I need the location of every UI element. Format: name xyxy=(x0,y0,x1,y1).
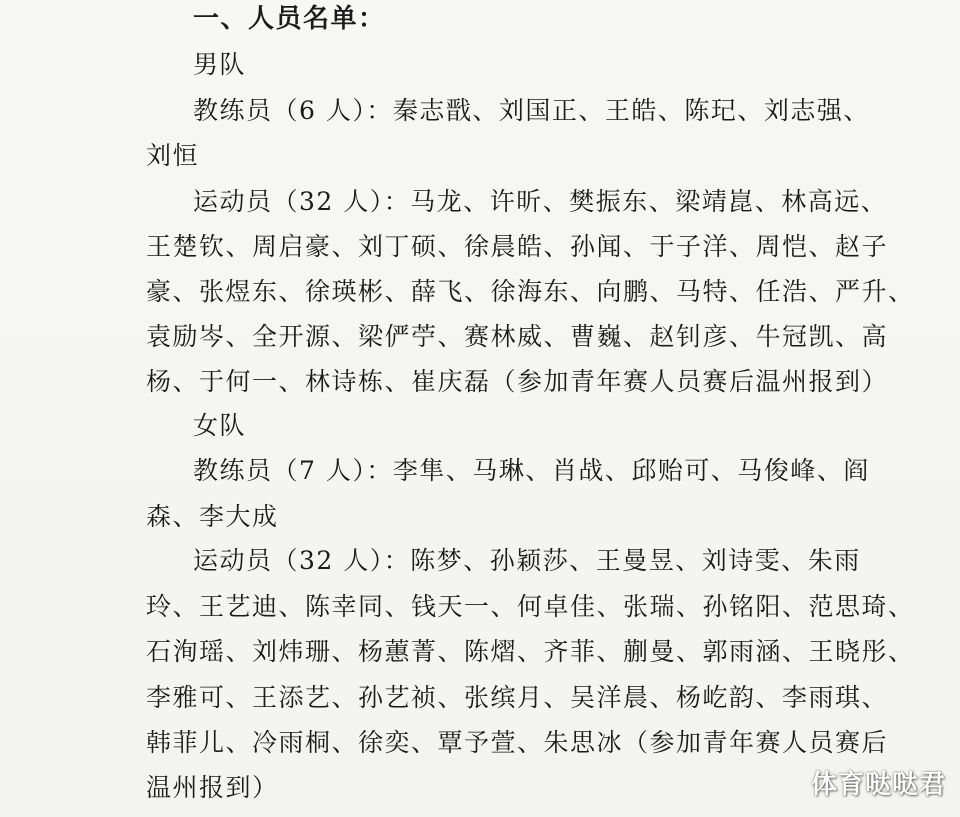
men-coaches-line-1: 教练员（6 人）：秦志戬、刘国正、王皓、陈玘、刘志强、 xyxy=(193,96,870,125)
men-players-line-1: 运动员（32 人）：马龙、许昕、樊振东、梁靖崑、林高远、 xyxy=(193,187,888,216)
women-players-line-6: 温州报到） xyxy=(146,773,279,802)
men-players-line-3: 豪、张煜东、徐瑛彬、薛飞、徐海东、向鹏、马特、任浩、严升、 xyxy=(146,277,915,306)
women-players-line-4: 李雅可、王添艺、孙艺祯、张缤月、吴洋晨、杨屹韵、李雨琪、 xyxy=(146,683,889,712)
women-players-line-3: 石洵瑶、刘炜珊、杨蕙菁、陈熠、齐菲、蒯曼、郭雨涵、王晓彤、 xyxy=(146,637,915,666)
men-players-line-4: 袁励岑、全开源、梁俨苧、赛林威、曹巍、赵钊彦、牛冠凯、高 xyxy=(146,322,889,351)
women-team-label: 女队 xyxy=(193,411,247,440)
watermark-text: 体育哒哒君 xyxy=(810,770,946,800)
women-coaches-line-1: 教练员（7 人）：李隼、马琳、肖战、邱贻可、马俊峰、阎 xyxy=(193,456,870,485)
women-players-line-5: 韩菲儿、冷雨桐、徐奕、覃予萱、朱思冰（参加青年赛人员赛后 xyxy=(146,728,889,757)
women-coaches-line-2: 森、李大成 xyxy=(146,502,279,531)
women-players-line-2: 玲、王艺迪、陈幸同、钱天一、何卓佳、张瑞、孙铭阳、范思琦、 xyxy=(146,592,915,621)
men-team-label: 男队 xyxy=(193,50,247,79)
men-players-line-5: 杨、于何一、林诗栋、崔庆磊（参加青年赛人员赛后温州报到） xyxy=(146,367,889,396)
men-players-line-2: 王楚钦、周启豪、刘丁硕、徐晨皓、孙闻、于子洋、周恺、赵子 xyxy=(146,232,889,261)
men-coaches-line-2: 刘恒 xyxy=(146,141,200,170)
section-heading: 一、人员名单： xyxy=(193,4,386,34)
women-players-line-1: 运动员（32 人）：陈梦、孙颖莎、王曼昱、刘诗雯、朱雨 xyxy=(193,546,861,575)
